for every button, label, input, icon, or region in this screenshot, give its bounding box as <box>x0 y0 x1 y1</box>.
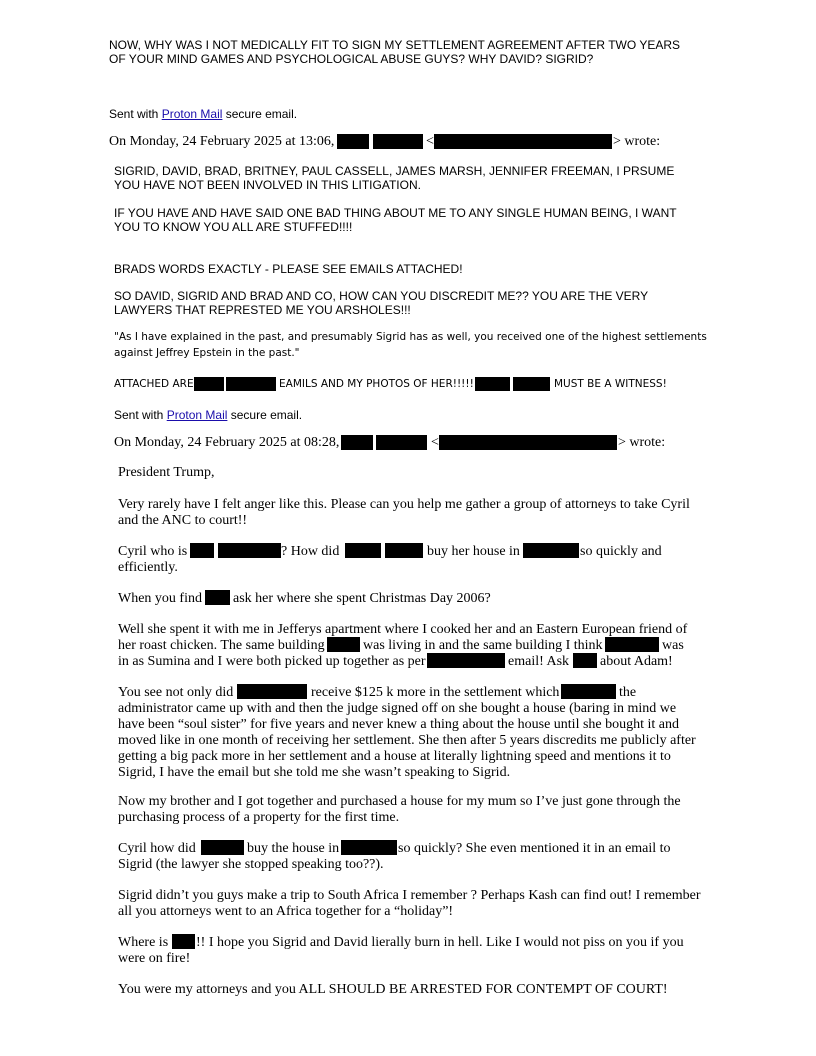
redaction-name <box>427 653 505 668</box>
redaction-witness-first-name <box>475 377 510 391</box>
letter-para-2-line-1-a: Cyril who is <box>118 544 188 559</box>
quote-1-para-4-line-1: SO DAVID, SIGRID AND BRAD AND CO, HOW CAN YOU DISCREDIT ME?? YOU ARE THE VERY <box>114 289 649 303</box>
redaction-attached-first-name <box>194 377 224 391</box>
attached-line-part-c: MUST BE A WITNESS! <box>554 378 667 390</box>
quoted-statement-line-2: against Jeffrey Epstein in the past." <box>114 347 300 359</box>
proton-mail-link[interactable]: Proton Mail <box>161 107 223 121</box>
quote-1-para-2-line-1: IF YOU HAVE AND HAVE SAID ONE BAD THING ABOUT ME TO ANY SINGLE HUMAN BEING, I WANT <box>114 206 677 220</box>
quote-1-lt: < <box>426 134 434 149</box>
redaction-location <box>341 840 397 855</box>
letter-para-3-b: ask her where she spent Christmas Day 2006? <box>233 591 491 606</box>
letter-para-5-line-6: Sigrid, I have the email but she told me she wasn’t speaking to Sigrid. <box>118 765 511 780</box>
letter-para-5-line-5: getting a big pack more in her settlement and a house at literally lightning speed and mentions it to <box>118 749 671 764</box>
letter-para-7-line-1-b: buy the house in <box>247 841 340 856</box>
quote-1-wrote: > wrote: <box>613 134 661 149</box>
letter-para-9-line-2: were on fire! <box>118 951 191 966</box>
redaction-attached-last-name <box>226 377 276 391</box>
letter-para-7-line-2: Sigrid (the lawyer she stopped speaking too??). <box>118 857 384 872</box>
letter-para-4-line-2-b: was living in and the same building I think <box>363 638 603 653</box>
redaction-name <box>237 684 307 699</box>
quote-1-para-4-line-2: LAWYERS THAT REPRESTED ME YOU ARSHOLES!!! <box>114 303 411 317</box>
quoted-statement-line-1: "As I have explained in the past, and presumably Sigrid has as well, you received one of the highest settlements <box>114 331 707 343</box>
redaction-name <box>201 840 244 855</box>
redaction-name <box>385 543 423 558</box>
quote-1-para-3: BRADS WORDS EXACTLY - PLEASE SEE EMAILS ATTACHED! <box>114 262 463 276</box>
redaction-sender-email <box>434 134 612 149</box>
letter-para-2-line-1-b: ? How did <box>281 544 340 559</box>
redaction-name <box>345 543 381 558</box>
letter-para-6-line-1: Now my brother and I got together and purchased a house for my mum so I’ve just gone through the <box>118 794 681 809</box>
quote-1-para-1-line-1: SIGRID, DAVID, BRAD, BRITNEY, PAUL CASSELL, JAMES MARSH, JENNIFER FREEMAN, I PRSUME <box>114 164 675 178</box>
letter-para-8-line-2: all you attorneys went to an Africa together for a “holiday”! <box>118 904 454 919</box>
redaction-sender-last-name <box>373 134 423 149</box>
letter-para-2-line-2: efficiently. <box>118 560 178 575</box>
heading-line-2: OF YOUR MIND GAMES AND PSYCHOLOGICAL ABUSE GUYS? WHY DAVID? SIGRID? <box>109 52 594 66</box>
redaction-name <box>327 637 360 652</box>
letter-para-6-line-2: purchasing process of a property for the first time. <box>118 810 400 825</box>
letter-para-4-line-2-a: her roast chicken. The same building <box>118 638 325 653</box>
redaction-name <box>172 934 195 949</box>
sent-with-line-2 <box>114 408 302 422</box>
quote-1-date: On Monday, 24 February 2025 at 13:06, <box>109 134 335 149</box>
sent-with-prefix: Sent with <box>109 107 162 121</box>
sent-with-suffix: secure email. <box>222 107 298 121</box>
sent-with-prefix: Sent with <box>114 408 167 422</box>
redaction-sender-2-first-name <box>341 435 373 450</box>
sent-with-suffix: secure email. <box>227 408 303 422</box>
letter-para-5-line-4: moved like in one month of receiving her settlement. She then after 5 years discredits me publicly after <box>118 733 696 748</box>
letter-para-5-line-1-c: the <box>619 685 637 700</box>
letter-para-3-a: When you find <box>118 591 202 606</box>
redaction-location <box>523 543 579 558</box>
attached-line-part-b: EAMILS AND MY PHOTOS OF HER!!!!! <box>279 378 474 390</box>
redaction-name <box>190 543 214 558</box>
letter-para-10: You were my attorneys and you ALL SHOULD BE ARRESTED FOR CONTEMPT OF COURT! <box>118 982 668 997</box>
proton-mail-link[interactable]: Proton Mail <box>166 408 228 422</box>
quote-1-para-2-line-2: YOU TO KNOW YOU ALL ARE STUFFED!!!! <box>114 220 353 234</box>
sent-with-line-1 <box>109 107 297 121</box>
letter-greeting: President Trump, <box>118 465 215 480</box>
letter-para-1-line-1: Very rarely have I felt anger like this. Please can you help me gather a group of attorneys to take Cyril <box>118 497 690 512</box>
letter-para-5-line-1-a: You see not only did <box>118 685 234 700</box>
letter-para-4-line-1: Well she spent it with me in Jefferys apartment where I cooked her and an Eastern European friend of <box>118 622 688 637</box>
redaction-sender-first-name <box>337 134 369 149</box>
redaction-name <box>205 590 230 605</box>
attached-line-part-a: ATTACHED ARE <box>114 378 194 390</box>
letter-para-5-line-2: administrator came up with and then the judge signed off on she bought a house (baring in mind we <box>118 701 677 716</box>
letter-para-2-line-1-c: buy her house in <box>427 544 520 559</box>
letter-para-9-line-1-a: Where is <box>118 935 169 950</box>
quote-2-wrote: > wrote: <box>618 435 666 450</box>
letter-para-4-line-2-c: was <box>662 638 684 653</box>
letter-para-7-line-1-c: so quickly? She even mentioned it in an email to <box>398 841 671 856</box>
quote-2-lt: < <box>431 435 439 450</box>
letter-para-4-line-3-c: about Adam! <box>600 654 673 669</box>
redaction-witness-last-name <box>513 377 550 391</box>
letter-para-9-line-1-b: !! I hope you Sigrid and David lierally burn in hell. Like I would not piss on you if you <box>196 935 684 950</box>
heading-line-1: NOW, WHY WAS I NOT MEDICALLY FIT TO SIGN MY SETTLEMENT AGREEMENT AFTER TWO YEARS <box>109 38 680 52</box>
letter-para-4-line-3-a: in as Sumina and I were both picked up together as per <box>118 654 426 669</box>
letter-para-2-line-1-d: so quickly and <box>580 544 662 559</box>
redaction-name <box>605 637 659 652</box>
redaction-name <box>561 684 616 699</box>
letter-para-5-line-3: have been “soul sister” for five years and never knew a thing about the house until she bought it and <box>118 717 680 732</box>
letter-para-1-line-2: and the ANC to court!! <box>118 513 248 528</box>
letter-para-8-line-1: Sigrid didn’t you guys make a trip to South Africa I remember ? Perhaps Kash can find out! I remember <box>118 888 701 903</box>
redaction-sender-2-last-name <box>376 435 427 450</box>
letter-para-4-line-3-b: email! Ask <box>508 654 570 669</box>
quote-2-date: On Monday, 24 February 2025 at 08:28, <box>114 435 340 450</box>
redaction-name <box>573 653 597 668</box>
letter-para-7-line-1-a: Cyril how did <box>118 841 196 856</box>
redaction-name <box>218 543 281 558</box>
redaction-sender-2-email <box>439 435 617 450</box>
quote-1-para-1-line-2: YOU HAVE NOT BEEN INVOLVED IN THIS LITIGATION. <box>114 178 421 192</box>
letter-para-5-line-1-b: receive $125 k more in the settlement which <box>311 685 560 700</box>
